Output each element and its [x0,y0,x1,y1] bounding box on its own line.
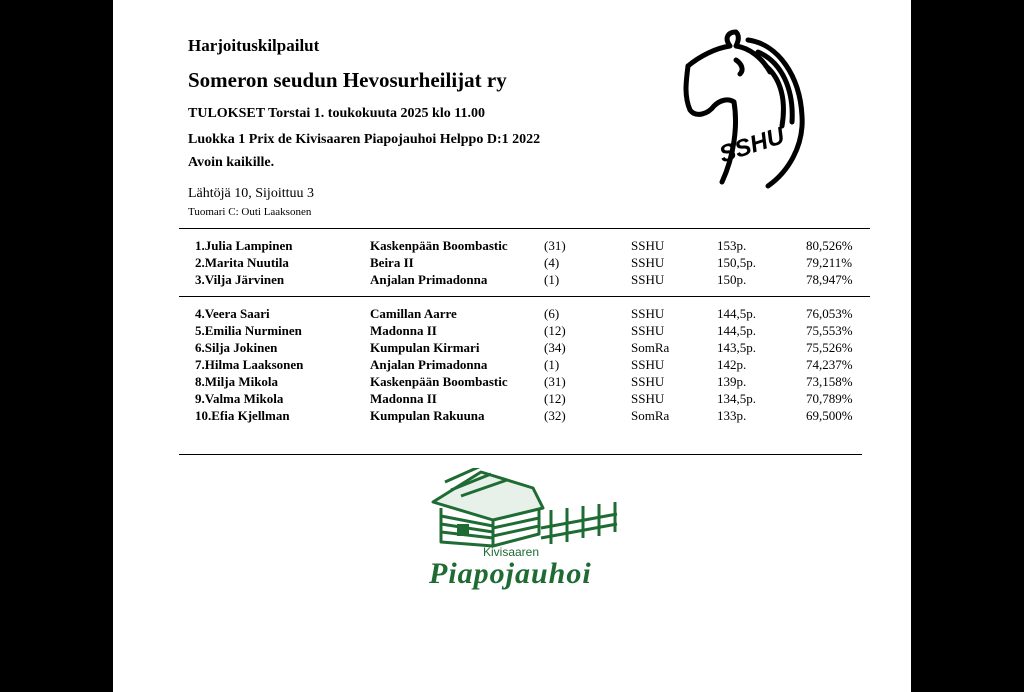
score-percent: 76,053% [806,306,853,321]
horse-number: (31) [544,238,566,253]
rider-name: 5.Emilia Nurminen [195,323,302,338]
club-name: SomRa [631,408,670,423]
club-name: SSHU [631,255,665,270]
rider-name: 3.Vilja Järvinen [195,272,285,287]
rider-name: 4.Veera Saari [195,306,270,321]
horse-name: Kaskenpään Boombastic [370,238,508,253]
club-name: SSHU [631,374,665,389]
result-row [113,255,911,272]
result-row [113,340,911,357]
class-title: Luokka 1 Prix de Kivisaaren Piapojauhoi Helppo D:1 2022 [188,132,541,147]
score-percent: 73,158% [806,374,853,389]
rider-name: 10.Efia Kjellman [195,408,290,423]
club-name: SSHU [631,323,665,338]
score-percent: 79,211% [806,255,853,270]
result-row [113,306,911,323]
sshu-horse-logo-icon [678,26,818,198]
results-date: TULOKSET Torstai 1. toukokuuta 2025 klo 11.00 [188,106,485,121]
result-row [113,272,911,289]
rider-name: 6.Silja Jokinen [195,340,278,355]
horse-number: (31) [544,374,566,389]
club-name: SSHU [631,306,665,321]
bottom-divider [179,454,862,455]
horse-number: (32) [544,408,566,423]
result-row [113,357,911,374]
score-points: 143,5p. [717,340,756,355]
score-percent: 80,526% [806,238,853,253]
horse-name: Beira II [370,255,414,270]
score-points: 144,5p. [717,323,756,338]
middle-divider [179,296,870,297]
horse-number: (34) [544,340,566,355]
rider-name: 9.Valma Mikola [195,391,284,406]
sshu-logo-text: SSHU [716,122,788,169]
club-name: SSHU [631,238,665,253]
score-percent: 70,789% [806,391,853,406]
piapo-logo-title: Piapojauhoi [429,557,592,590]
horse-name: Anjalan Primadonna [370,357,488,372]
result-row [113,323,911,340]
score-points: 133p. [717,408,747,423]
results-document [113,0,911,692]
score-percent: 78,947% [806,272,853,287]
club-name: SSHU [631,357,665,372]
result-row [113,374,911,391]
score-percent: 75,526% [806,340,853,355]
club-name: SSHU [631,391,665,406]
score-points: 139p. [717,374,747,389]
rider-name: 2.Marita Nuutila [195,255,289,270]
class-eligibility: Avoin kaikille. [188,155,275,170]
piapo-logo-small-text: Kivisaaren [483,545,540,559]
rider-name: 1.Julia Lampinen [195,238,293,253]
horse-name: Kumpulan Rakuuna [370,408,485,423]
horse-number: (1) [544,357,560,372]
horse-name: Madonna II [370,391,437,406]
judge-info: Tuomari C: Outi Laaksonen [188,206,312,218]
horse-number: (12) [544,323,566,338]
result-row [113,238,911,255]
event-type: Harjoituskilpailut [188,36,320,55]
score-points: 150p. [717,272,747,287]
horse-number: (4) [544,255,560,270]
horse-name: Camillan Aarre [370,306,457,321]
rider-name: 8.Milja Mikola [195,374,279,389]
horse-name: Madonna II [370,323,437,338]
horse-number: (1) [544,272,560,287]
score-points: 134,5p. [717,391,756,406]
horse-name: Kumpulan Kirmari [370,340,480,355]
horse-name: Anjalan Primadonna [370,272,488,287]
score-percent: 75,553% [806,323,853,338]
score-percent: 69,500% [806,408,853,423]
starters-info: Lähtöjä 10, Sijoittuu 3 [188,186,314,201]
score-points: 153p. [717,238,747,253]
horse-number: (6) [544,306,560,321]
score-percent: 74,237% [806,357,853,372]
organizer-title: Someron seudun Hevosurheilijat ry [188,68,507,92]
club-name: SSHU [631,272,665,287]
result-row [113,408,911,425]
top-divider [179,228,870,229]
score-points: 142p. [717,357,747,372]
score-points: 144,5p. [717,306,756,321]
club-name: SomRa [631,340,670,355]
score-points: 150,5p. [717,255,756,270]
horse-number: (12) [544,391,566,406]
rider-name: 7.Hilma Laaksonen [195,357,304,372]
horse-name: Kaskenpään Boombastic [370,374,508,389]
result-row [113,391,911,408]
